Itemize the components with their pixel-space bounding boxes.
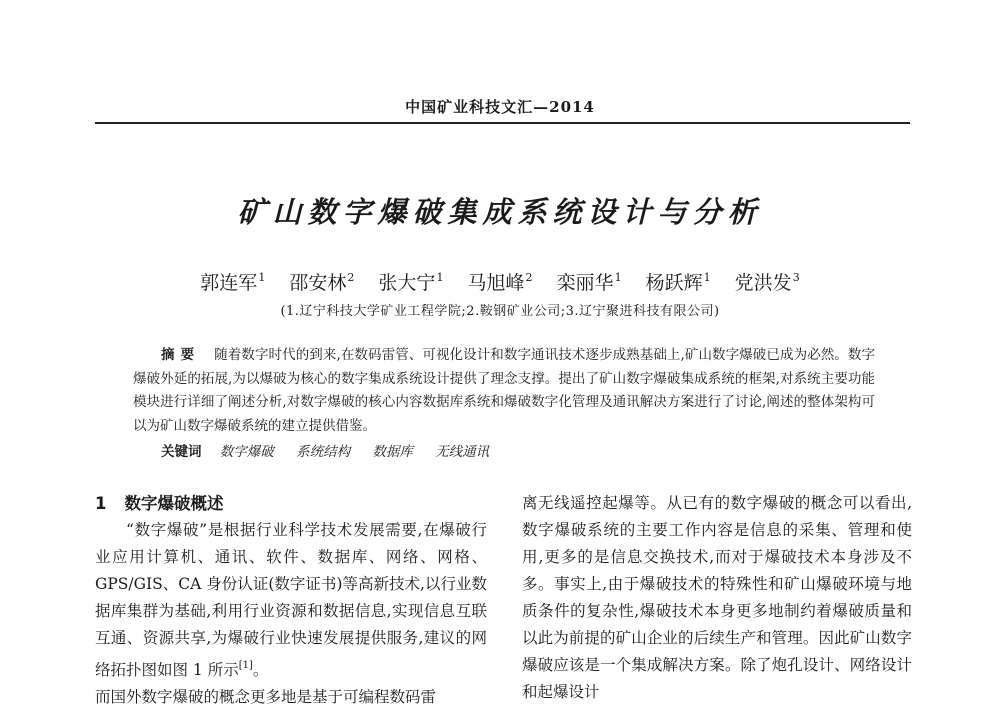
running-header: 中国矿业科技文汇—2014	[405, 98, 595, 116]
left-column	[95, 490, 487, 711]
citation: [1]	[238, 660, 253, 671]
author: 杨跃辉$^1$	[645, 271, 711, 294]
keyword: 数字爆破	[219, 444, 274, 460]
body-paragraph-partial: 而国外数字爆破的概念更多地是基于可编程数码雷	[95, 688, 437, 706]
keywords-label: 关键词	[161, 444, 202, 460]
keyword: 系统结构	[296, 444, 351, 460]
section-heading	[95, 490, 487, 517]
keywords	[161, 440, 507, 460]
author: 张大宁$^1$	[378, 271, 444, 294]
abstract-label: 摘要	[161, 347, 201, 363]
author: 马旭峰$^2$	[467, 271, 533, 294]
author: 栾丽华$^1$	[556, 271, 622, 294]
right-column	[522, 490, 912, 706]
abstract-text: 随着数字时代的到来,在数码雷管、可视化设计和数字通讯技术逐步成熟基础上,矿山数字爆破已成为必然。数字爆破外延的拓展,为以爆破为核心的数字集成系统设计提供了理念支撑。提出了矿山数字爆破集成系统的框架,对系统主要功能模块进行详细了阐述分析,对数字爆破的核心内容数据库系统和爆破数字化管理及通讯解决方案进行了讨论,阐述的整体架构可以为矿山数字爆破系统的建立提供借鉴。	[133, 347, 876, 434]
author: 党洪发$^3$	[734, 271, 800, 294]
paper-title: 矿山数字爆破集成系统设计与分析	[237, 195, 763, 229]
author-list	[0, 268, 1000, 295]
body-paragraph: “数字爆破”是根据行业科学技术发展需要,在爆破行业应用计算机、通讯、软件、数据库、网络、网格、GPS/GIS、CA 身份认证(数字证书)等高新技术,以行业数据库集群为基础,利用行业资源和数据信息,实现信息互联互通、资源共享,为爆破行业快速发展提供服务,建议的网络拓扑图如图 1 所示[1]。	[95, 521, 487, 679]
abstract	[133, 344, 875, 438]
keyword: 数据库	[372, 444, 413, 460]
author: 邵安林$^2$	[289, 271, 355, 294]
body-paragraph: 离无线遥控起爆等。从已有的数字爆破的概念可以看出,数字爆破系统的主要工作内容是信息的采集、管理和使用,更多的是信息交换技术,而对于爆破技术本身涉及不多。事实上,由于爆破技术的特殊性和矿山爆破环境与地质条件的复杂性,爆破技术本身更多地制约着爆破质量和以此为前提的矿山企业的后续生产和管理。因此矿山数字爆破应该是一个集成解决方案。除了炮孔设计、网络设计和起爆设计	[522, 494, 912, 701]
section-title: 数字爆破概述	[124, 494, 224, 513]
author: 郭连军$^1$	[200, 271, 266, 294]
header-rule	[95, 122, 910, 124]
affiliations: (1.辽宁科技大学矿业工程学院;2.鞍钢矿业公司;3.辽宁聚进科技有限公司)	[280, 304, 720, 319]
keyword: 无线通讯	[435, 444, 490, 460]
section-number: 1	[95, 494, 107, 513]
